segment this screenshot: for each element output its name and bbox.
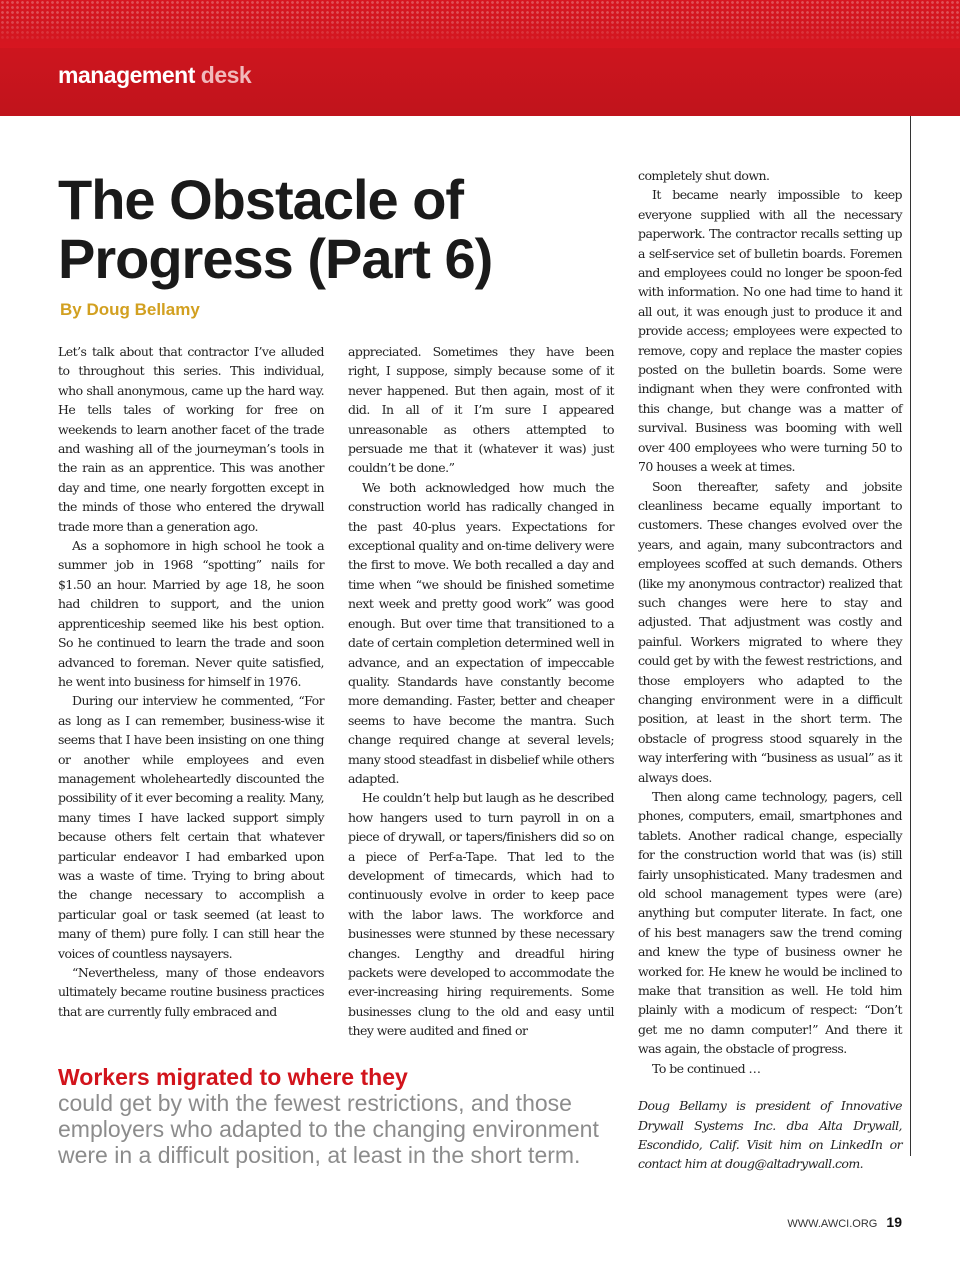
section-label-word1: management [58, 62, 195, 88]
paragraph: He couldn’t help but laugh as he described how hangers used to turn payroll in on a piece of drywall, or tapers/finishers did so on a piece of Perf-a-Tape. That led to the development of timecards, which had to continuously evolve in order to keep pace with the labor laws. The workforce and businesses were stunned by these necessary changes. Lengthy and dreadful hiring packets were developed to accommodate the ever-increasing hiring requirements. Some businesses clung to the old and easy until they were audited and fined or [348, 790, 614, 1039]
article-column-1 [58, 342, 324, 1021]
paragraph: As a sophomore in high school he took a summer job in 1968 “spotting” nails for $1.50 an hour. Married by age 18, he soon had children to support, and the union apprenticeship seemed like his best option. So he continued to learn the trade and soon advanced to foreman. Never quite satisfied, he went into business for himself in 1976. [58, 538, 324, 689]
section-label-word2: desk [200, 62, 252, 88]
paragraph: Soon thereafter, safety and jobsite cleanliness became equally important to customers. These changes evolved over the years, and again, many subcontractors and employees scoffed at such demands. Others (like my anonymous contractor) realized that such changes were here to stay and adjusted. That adjustment was costly and painful. Workers migrated to where they could get by with the fewest restrictions, and those employers who adapted to the changing environment were in a difficult position, at least in the short term. The obstacle of progress stood squarely in the way interfering with “business as usual” as it always does. [638, 478, 902, 785]
paragraph: Then along came technology, pagers, cell phones, computers, email, smartphones and tablets. Another radical change, especially for the construction world that was (is) still fairly unsophisticated. Many tradesmen and old school management types were (are) anything but computer literate. In fact, one of his best managers saw the trend coming and knew the type of business owner he worked for. He knew he would be inclined to make that transition as well. He told him plainly with a modicum of respect: “Don’t get me no damn computer!” And there it was again, the obstacle of progress. [638, 789, 902, 1057]
page-footer [787, 1214, 902, 1230]
article-title: The Obstacle of Progress (Part 6) [58, 168, 493, 290]
page-number: 19 [886, 1214, 902, 1230]
paragraph: It became nearly impossible to keep everyone supplied with all the necessary paperwork. The contractor recalls setting up a self-service set of bulletin boards. Foremen and employees could no longer be spoon-fed with information. No one had time to hand it all out, it was enough just to produce it and provide access; employees were expected to remove, copy and replace the master copies posted on the bulletin boards. Some were indignant when they were confronted with this change, but change was a matter of survival. Business was booming with well over 400 employees who were turning 50 to 70 houses a week at times. [638, 187, 902, 475]
section-banner [0, 0, 960, 116]
paragraph: “Nevertheless, many of those endeavors ultimately became routine business practices that are currently fully embraced and [58, 965, 324, 1019]
pull-quote-highlight: Workers migrated to where they [58, 1064, 408, 1090]
pull-quote-text: could get by with the fewest restrictions, and those employers who adapted to the changing environment were in a difficult position, at least in the short term. [58, 1090, 599, 1168]
paragraph: completely shut down. [638, 168, 770, 183]
paragraph: During our interview he commented, “For as long as I can remember, business-wise it seems that I have been insisting on one thing or another while employees and even management wholeheartedly discounted the possibility of it ever becoming a reality. Many, many times I have lacked support simply because others felt certain that whatever particular endeavor I had embarked upon was a waste of time. Trying to bring about the change necessary to accomplish a particular goal or task seemed (at least to many of them) pure folly. I can still hear the voices of countless naysayers. [58, 693, 324, 961]
author-bio: Doug Bellamy is president of Innovative Drywall Systems Inc. dba Alta Drywall, Escondido, Calif. Visit him on LinkedIn or contact him at doug@altadrywall.com. [638, 1098, 902, 1172]
paragraph: To be continued … [652, 1060, 761, 1076]
section-label [58, 62, 251, 89]
article-column-2 [348, 342, 614, 1041]
pull-quote [58, 1064, 618, 1168]
banner-fade [0, 18, 960, 48]
paragraph: We both acknowledged how much the construction world has radically changed in the past 40-plus years. Expectations for exceptional quality and on-time delivery were the first to move. We both recalled a day and time when “we should be finished sometime next week and pretty good work” was good enough. But over time that transitioned to a date of certain completion determined well in advance, and an expectation of impeccable quality. Standards have constantly become more demanding. Faster, better and cheaper seems to have become the mantra. Such change required change at several levels; many stood steadfast in disbelief while others adapted. [348, 479, 614, 786]
footer-url: WWW.AWCI.ORG [787, 1218, 878, 1230]
column-rule [910, 116, 911, 1156]
paragraph: Let’s talk about that contractor I’ve alluded to throughout this series. This individual, who shall anonymous, came up the hard way. He tells tales of working for free on weekends to learn another facet of the trade and washing all of the journeyman’s tools in the rain as an apprentice. This was another day and time, one nearly forgotten except in the minds of those who entered the drywall trade more than a generation ago. [58, 344, 324, 534]
paragraph: appreciated. Sometimes they have been right, I suppose, simply because some of it never happened. But then again, most of it did. In all of it I’m sure I appeared unreasonable as others attempted to persuade me that it (whatever it was) just couldn’t be done.” [348, 344, 614, 476]
byline: By Doug Bellamy [60, 300, 200, 319]
article-column-3 [638, 166, 902, 1174]
